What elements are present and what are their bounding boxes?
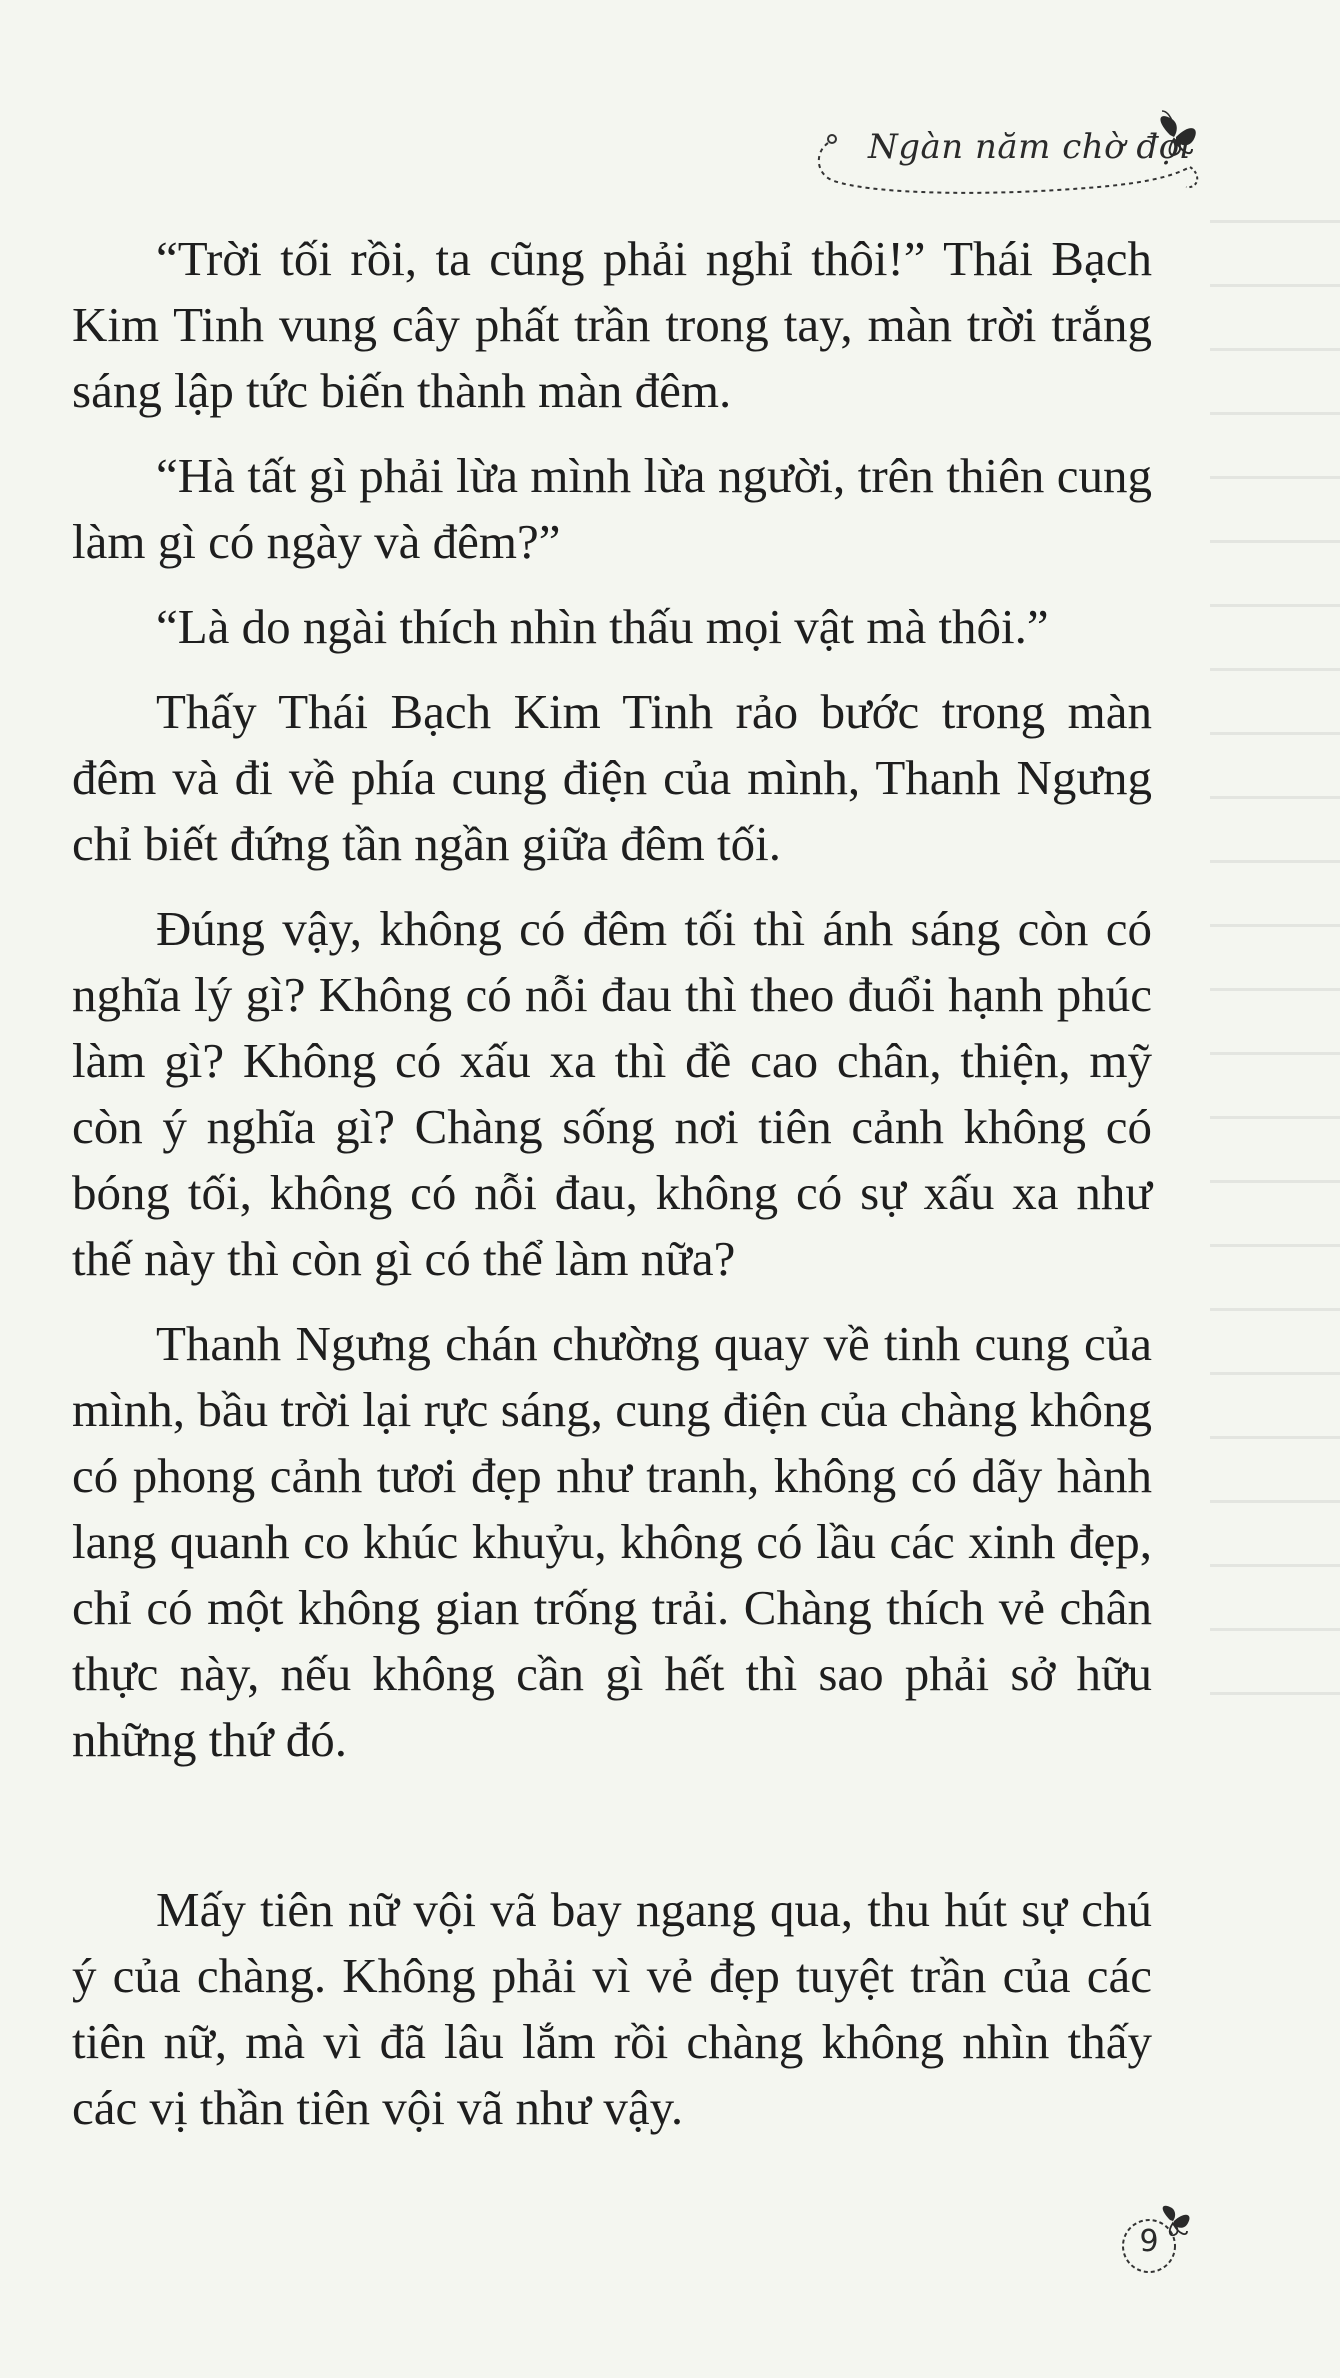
paragraph: Đúng vậy, không có đêm tối thì ánh sáng còn có nghĩa lý gì? Không có nỗi đau thì theo đuổi hạnh phúc làm gì? Không có xấu xa thì đề cao chân, thiện, mỹ còn ý nghĩa gì? Chàng sống nơi tiên cảnh không có bóng tối, không có nỗi đau, không có sự xấu xa như thế này thì còn gì có thể làm nữa? [72,901,1152,1286]
page-number: 9 [1139,2224,1159,2259]
page-number-ornament [1112,2198,1222,2288]
paragraph: Thấy Thái Bạch Kim Tinh rảo bước trong màn đêm và đi về phía cung điện của mình, Thanh Ngưng chỉ biết đứng tần ngần giữa đêm tối. [72,684,1152,871]
running-header [810,105,1230,215]
paragraph: “Trời tối rồi, ta cũng phải nghỉ thôi!” Thái Bạch Kim Tinh vung cây phất trần trong tay, màn trời trắng sáng lập tức biến thành màn đêm. [72,231,1152,418]
paragraph: Mấy tiên nữ vội vã bay ngang qua, thu hút sự chú ý của chàng. Không phải vì vẻ đẹp tuyệt trần của các tiên nữ, mà vì đã lâu lắm rồi chàng không nhìn thấy các vị thần tiên vội vã như vậy. [72,1882,1152,2135]
body-text [72,226,1152,2160]
paragraph: Thanh Ngưng chán chường quay về tinh cung của mình, bầu trời lại rực sáng, cung điện của chàng không có phong cảnh tươi đẹp như tranh, không có dãy hành lang quanh co khúc khuỷu, không có lầu các xinh đẹp, chỉ có một không gian trống trải. Chàng thích vẻ chân thực này, nếu không cần gì hết thì sao phải sở hữu những thứ đó. [72,1316,1152,1767]
bleed-through-texture [1210,220,1340,1720]
paragraph: “Hà tất gì phải lừa mình lừa người, trên thiên cung làm gì có ngày và đêm?” [72,448,1152,569]
book-title: Ngàn năm chờ đợi [868,127,1192,167]
paragraph: “Là do ngài thích nhìn thấu mọi vật mà thôi.” [156,599,1049,654]
